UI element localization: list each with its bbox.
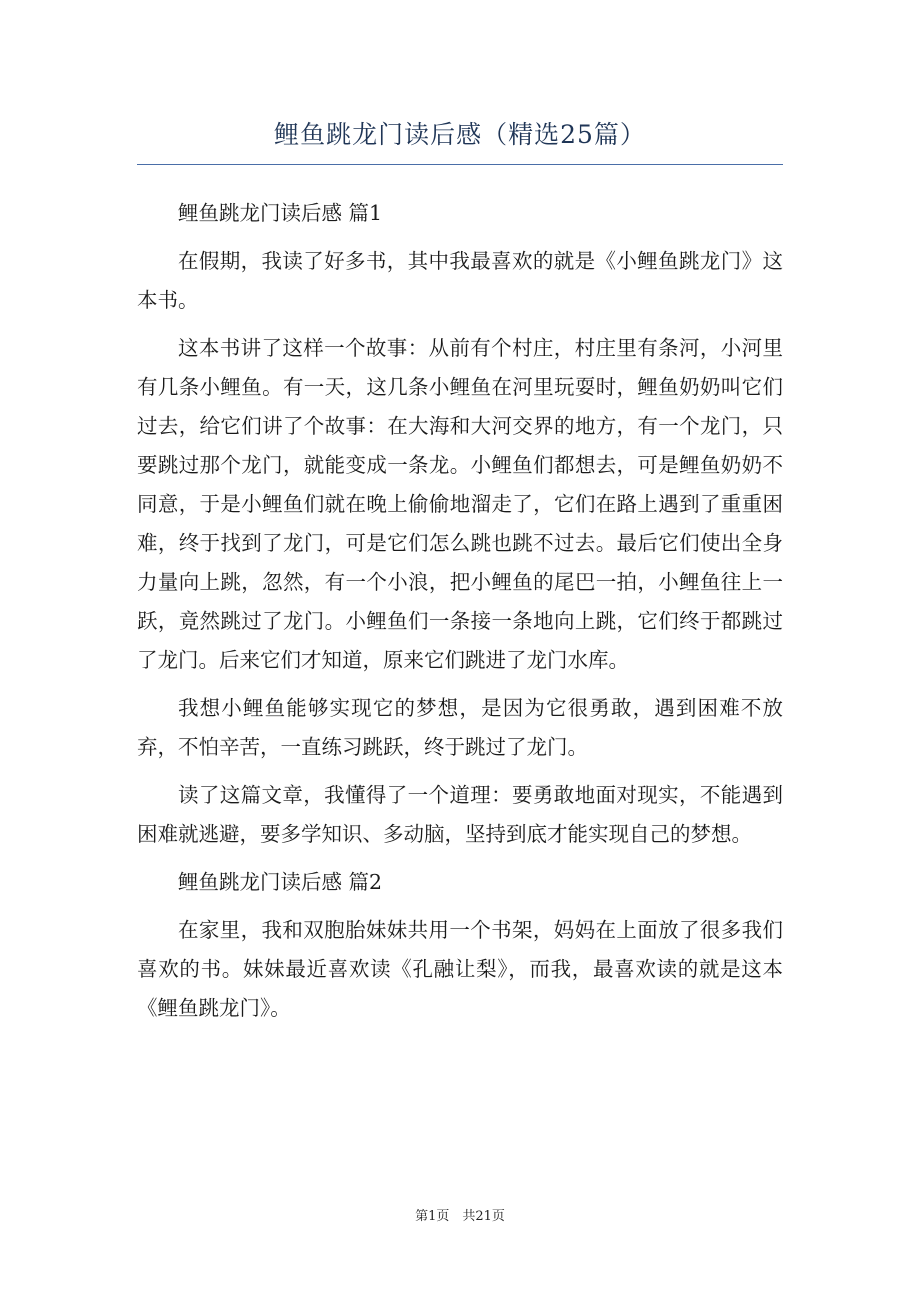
section-heading-2: 鲤鱼跳龙门读后感 篇2 [178, 870, 383, 894]
paragraph: 读了这篇文章，我懂得了一个道理：要勇敢地面对现实，不能遇到困难就逃避，要多学知识、多动脑，坚持到底才能实现自己的梦想。 [137, 783, 783, 846]
paragraph: 这本书讲了这样一个故事：从前有个村庄，村庄里有条河，小河里有几条小鲤鱼。有一天，这几条小鲤鱼在河里玩耍时，鲤鱼奶奶叫它们过去，给它们讲了个故事：在大海和大河交界的地方，有一个龙门，只要跳过那个龙门，就能变成一条龙。小鲤鱼们都想去，可是鲤鱼奶奶不同意，于是小鲤鱼们就在晚上偷偷地溜走了，它们在路上遇到了重重困难，终于找到了龙门，可是它们怎么跳也跳不过去。最后它们使出全身力量向上跳，忽然，有一个小浪，把小鲤鱼的尾巴一拍，小鲤鱼往上一跃，竟然跳过了龙门。小鲤鱼们一条接一条地向上跳，它们终于都跳过了龙门。后来它们才知道，原来它们跳进了龙门水库。 [137, 336, 783, 672]
paragraph: 我想小鲤鱼能够实现它的梦想，是因为它很勇敢，遇到困难不放弃，不怕辛苦，一直练习跳跃，终于跳过了龙门。 [137, 696, 783, 759]
title-underline [137, 164, 783, 165]
section-heading-1: 鲤鱼跳龙门读后感 篇1 [178, 201, 383, 225]
paragraph: 在家里，我和双胞胎妹妹共用一个书架，妈妈在上面放了很多我们喜欢的书。妹妹最近喜欢读《孔融让梨》，而我，最喜欢读的就是这本《鲤鱼跳龙门》。 [137, 918, 783, 1020]
paragraph: 在假期，我读了好多书，其中我最喜欢的就是《小鲤鱼跳龙门》这本书。 [137, 249, 783, 312]
document-title: 鲤鱼跳龙门读后感（精选25篇） [274, 120, 646, 149]
page-footer: 第1页 共21页 [415, 1209, 505, 1224]
document-body [137, 194, 783, 1028]
